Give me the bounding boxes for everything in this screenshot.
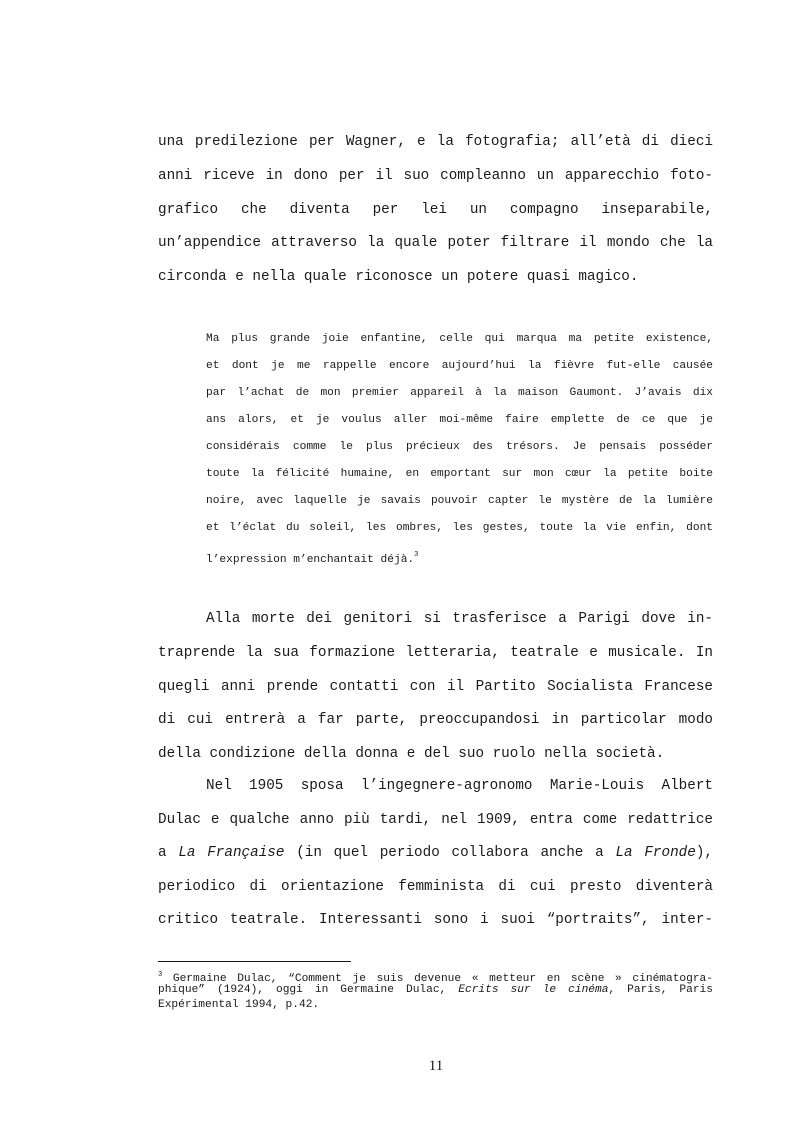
paragraph2-line: della condizione della donna e del suo ruolo nella società. — [158, 746, 665, 762]
quote-line: et l’éclat du soleil, les ombres, les gestes, toute la vie enfin, dont — [206, 522, 713, 534]
paragraph3-line: Dulac e qualche anno più tardi, nel 1909, entra come redattrice — [158, 812, 713, 828]
quote-line: Ma plus grande joie enfantine, celle qui marqua ma petite existence, — [206, 333, 713, 345]
journal-title-la-francaise: La Française — [178, 845, 285, 861]
paragraph3-text: ), — [695, 845, 713, 861]
footnote-line — [158, 983, 713, 997]
footnote-line: Expérimental 1994, p.42. — [158, 999, 320, 1011]
paragraph3-line — [158, 844, 713, 862]
paragraph3-text: (in quel periodo collabora anche a — [284, 845, 616, 861]
book-title: Ecrits sur le cinéma — [458, 984, 609, 996]
journal-title-la-fronde: La Fronde — [615, 845, 696, 861]
quote-line: par l’achat de mon premier appareil à la maison Gaumont. J’avais dix — [206, 387, 713, 399]
paragraph1-line: circonda e nella quale riconosce un potere quasi magico. — [158, 269, 639, 285]
quote-line: noire, avec laquelle je savais pouvoir capter le mystère de la lumière — [206, 495, 713, 507]
quote-last-line — [206, 548, 713, 567]
paragraph1-line: anni riceve in dono per il suo compleanno un apparecchio foto- — [158, 168, 713, 184]
footnote-marker: 3 — [158, 971, 163, 979]
paragraph2-line: Alla morte dei genitori si trasferisce a Parigi dove in- — [206, 611, 713, 627]
quote-line: l’expression m’enchantait déjà. — [206, 554, 415, 566]
footnote-separator — [158, 961, 351, 962]
paragraph3-line: critico teatrale. Interessanti sono i suoi “portraits”, inter- — [158, 912, 713, 928]
paragraph2-line: di cui entrerà a far parte, preoccupandosi in particolar modo — [158, 712, 713, 728]
quote-line: toute la félicité humaine, en emportant sur mon cœur la petite boite — [206, 468, 713, 480]
footnote-text: Germaine Dulac, “Comment je suis devenue « metteur en scène » cinématogra- — [162, 973, 713, 985]
page-number: 11 — [428, 1058, 444, 1074]
paragraph3-line: periodico di orientazione femminista di cui presto diventerà — [158, 879, 713, 895]
quote-line: considérais comme le plus précieux des trésors. Je pensais posséder — [206, 441, 713, 453]
footnote-reference[interactable]: 3 — [414, 551, 419, 559]
quote-line: ans alors, et je voulus aller moi-même faire emplette de ce que je — [206, 414, 713, 426]
quote-line: et dont je me rappelle encore aujourd’hui la fièvre fut-elle causée — [206, 360, 713, 372]
paragraph2-line: traprende la sua formazione letteraria, teatrale e musicale. In — [158, 645, 713, 661]
paragraph1-line: grafico che diventa per lei un compagno inseparabile, — [158, 202, 713, 218]
paragraph2-line: quegli anni prende contatti con il Partito Socialista Francese — [158, 679, 713, 695]
paragraph3-line: Nel 1905 sposa l’ingegnere-agronomo Marie-Louis Albert — [206, 778, 713, 794]
footnote-text: , Paris, Paris — [608, 984, 713, 996]
footnote-text: phique” (1924), oggi in Germaine Dulac, — [158, 984, 459, 996]
paragraph1-line: un’appendice attraverso la quale poter filtrare il mondo che la — [158, 235, 713, 251]
paragraph3-text: a — [158, 845, 179, 861]
paragraph1-line: una predilezione per Wagner, e la fotografia; all’età di dieci — [158, 134, 713, 150]
